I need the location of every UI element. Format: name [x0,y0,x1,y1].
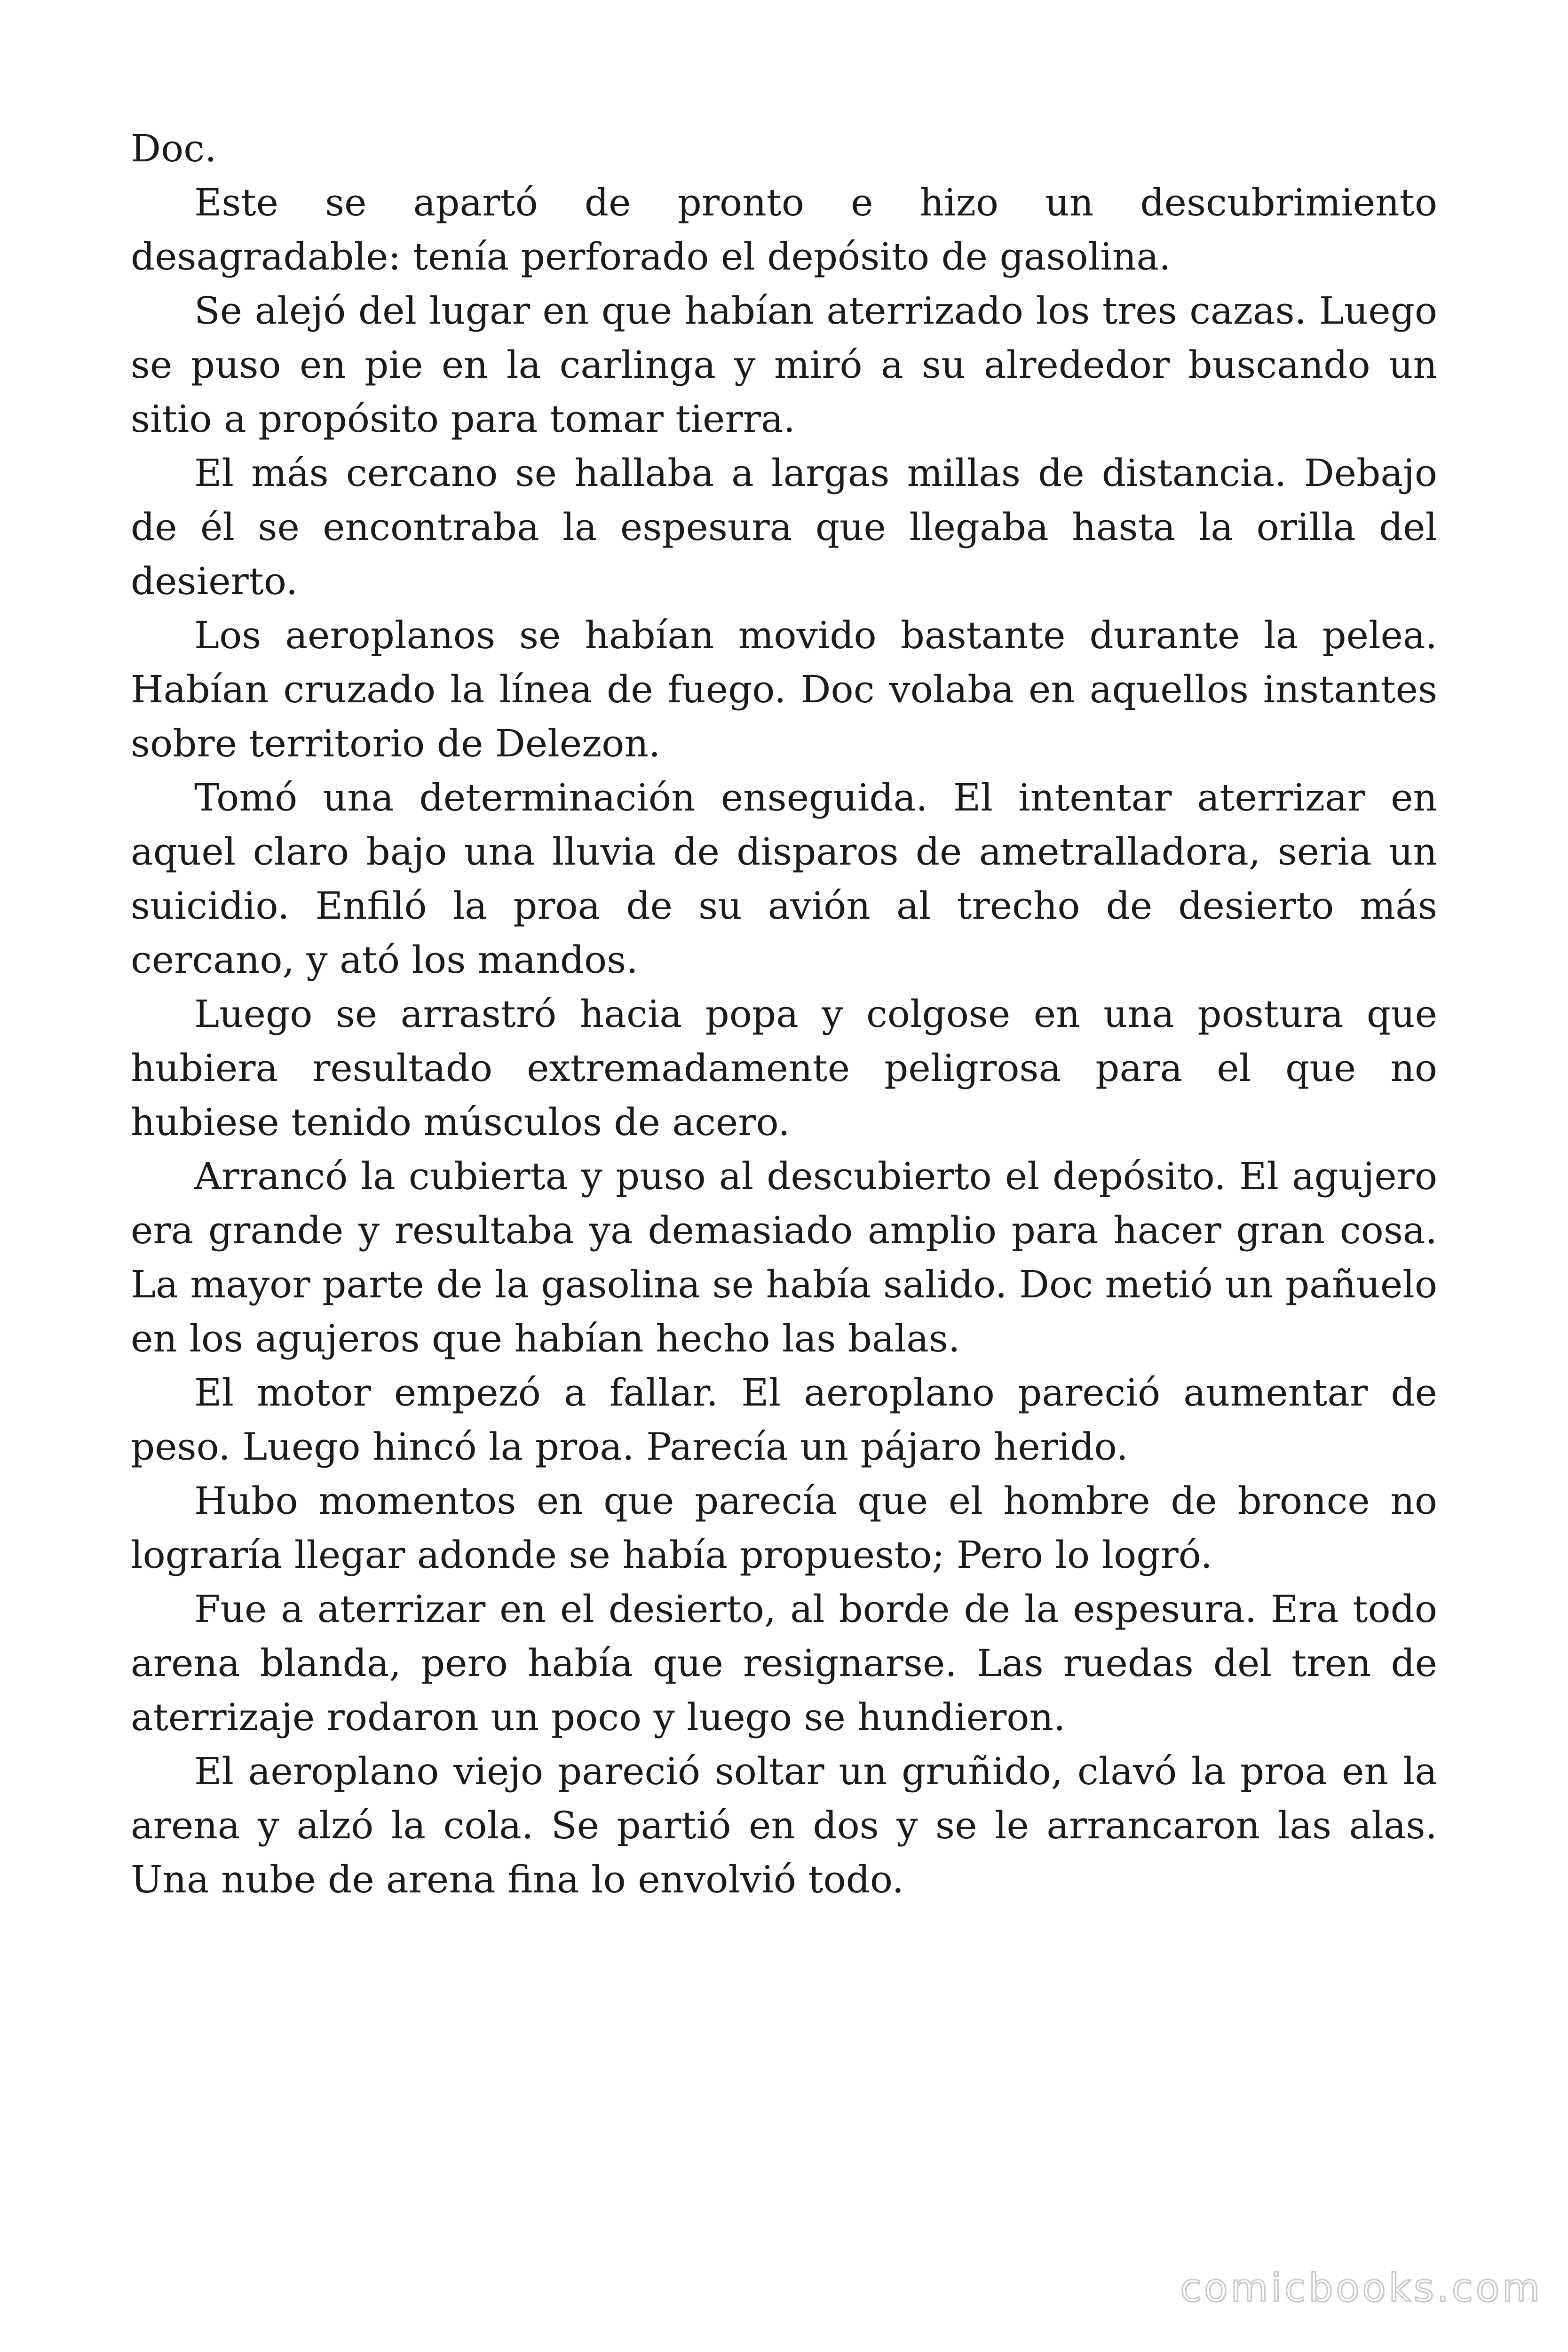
watermark: comicbooks.com [1180,2266,1543,2311]
paragraph: Tomó una determinación enseguida. El intentar aterrizar en aquel claro bajo una lluvia de disparos de ametralladora, seria un suicidio. Enfiló la proa de su avión al trecho de desierto más cercano, y ató los mandos. [131,776,1437,982]
paragraph-continuation: Doc. [131,127,217,170]
paragraph: Fue a aterrizar en el desierto, al borde de la espesura. Era todo arena blanda, pero había que resignarse. Las ruedas del tren de aterrizaje rodaron un poco y luego se hundieron. [131,1587,1437,1739]
paragraph: El más cercano se hallaba a largas millas de distancia. Debajo de él se encontraba la espesura que llegaba hasta la orilla del desierto. [131,451,1437,603]
paragraph: El motor empezó a fallar. El aeroplano pareció aumentar de peso. Luego hincó la proa. Parecía un pájaro herido. [131,1371,1437,1469]
paragraph: Los aeroplanos se habían movido bastante durante la pelea. Habían cruzado la línea de fuego. Doc volaba en aquellos instantes sobre territorio de Delezon. [131,613,1437,765]
paragraph: El aeroplano viejo pareció soltar un gruñido, clavó la proa en la arena y alzó la cola. Se partió en dos y se le arrancaron las alas. Una nube de arena fina lo envolvió todo. [131,1749,1437,1901]
paragraph: Este se apartó de pronto e hizo un descubrimiento desagradable: tenía perforado el depósito de gasolina. [131,181,1437,278]
paragraph: Luego se arrastró hacia popa y colgose en una postura que hubiera resultado extremadamente peligrosa para el que no hubiese tenido músculos de acero. [131,992,1437,1144]
paragraph: Arrancó la cubierta y puso al descubierto el depósito. El agujero era grande y resultaba ya demasiado amplio para hacer gran cosa. La mayor parte de la gasolina se había salido. Doc metió un pañuelo en los agujeros que habían hecho las balas. [131,1154,1437,1360]
page-body [131,121,1437,1907]
paragraph: Hubo momentos en que parecía que el hombre de bronce no lograría llegar adonde se había propuesto; Pero lo logró. [131,1479,1437,1577]
paragraph: Se alejó del lugar en que habían aterrizado los tres cazas. Luego se puso en pie en la carlinga y miró a su alrededor buscando un sitio a propósito para tomar tierra. [131,289,1437,441]
